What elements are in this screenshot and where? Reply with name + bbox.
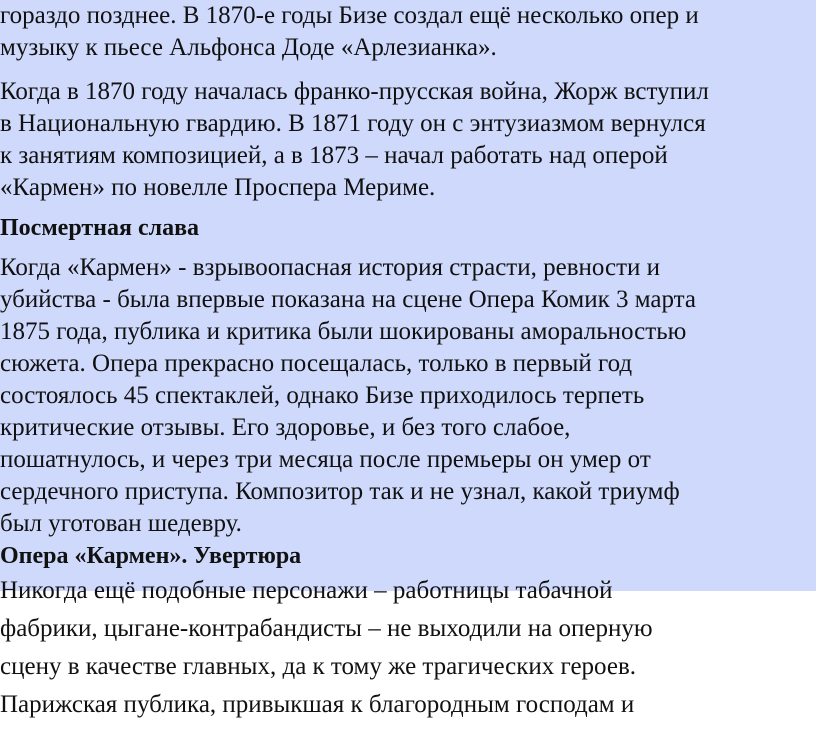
text-line: Когда в 1870 году началась франко-прусская война, Жорж вступил bbox=[0, 78, 709, 105]
text-line: Когда «Кармен» - взрывоопасная история страсти, ревности и bbox=[0, 254, 661, 281]
text-line: Парижская публика, привыкшая к благородным господам и bbox=[0, 691, 635, 718]
text-line: критические отзывы. Его здоровье, и без того слабое, bbox=[0, 414, 571, 441]
text-line: Никогда ещё подобные персонажи – работницы табачной bbox=[0, 577, 613, 604]
text-line: сюжета. Опера прекрасно посещалась, только в первый год bbox=[0, 350, 633, 377]
text-line: 1875 года, публика и критика были шокированы аморальностью bbox=[0, 318, 687, 345]
section-heading-carmen-overture: Опера «Кармен». Увертюра bbox=[0, 543, 302, 569]
text-line: состоялось 45 спектаклей, однако Бизе приходилось терпеть bbox=[0, 382, 645, 409]
text-line: пошатнулось, и через три месяца после премьеры он умер от bbox=[0, 446, 651, 473]
text-line: фабрики, цыгане-контрабандисты – не выходили на оперную bbox=[0, 615, 653, 642]
text-line: был уготован шедевру. bbox=[0, 510, 242, 537]
text-line: к занятиям композицией, а в 1873 – начал работать над оперой bbox=[0, 142, 668, 169]
text-line: в Национальную гвардию. В 1871 году он с энтузиазмом вернулся bbox=[0, 110, 706, 137]
text-line: сердечного приступа. Композитор так и не узнал, какой триумф bbox=[0, 478, 680, 505]
text-line: убийства - была впервые показана на сцене Опера Комик 3 марта bbox=[0, 286, 697, 313]
section-heading-posthumous-fame: Посмертная слава bbox=[0, 215, 200, 241]
paragraph-1 bbox=[0, 0, 816, 64]
paragraph-4-block bbox=[0, 572, 816, 724]
paragraph-4 bbox=[0, 572, 816, 724]
text-line: сцену в качестве главных, да к тому же трагических героев. bbox=[0, 653, 637, 680]
paragraph-2 bbox=[0, 76, 816, 204]
text-line: гораздо позднее. В 1870-е годы Бизе создал ещё несколько опер и bbox=[0, 2, 699, 29]
text-line: музыку к пьесе Альфонса Доде «Арлезианка». bbox=[0, 34, 497, 61]
text-line: «Кармен» по новелле Проспера Мериме. bbox=[0, 174, 436, 201]
paragraph-3 bbox=[0, 252, 816, 540]
